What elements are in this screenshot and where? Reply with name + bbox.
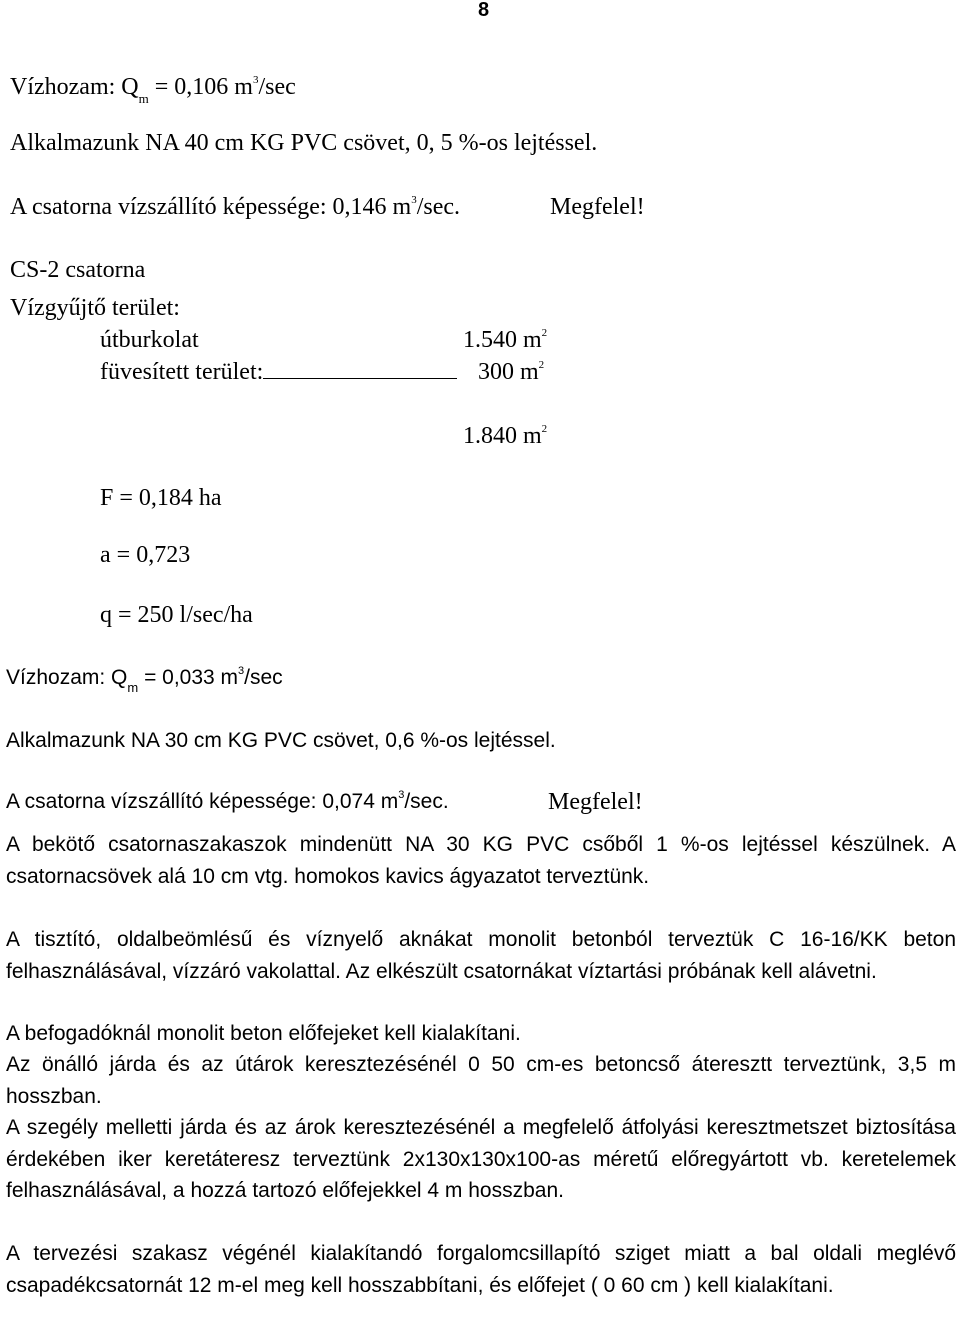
cs2-flow-unit: /sec xyxy=(244,666,283,689)
cs2-row-label-text: füvesített terület: xyxy=(100,359,264,385)
cs2-pipe-line: Alkalmazunk NA 30 cm KG PVC csövet, 0,6 %-os lejtéssel. xyxy=(6,729,556,752)
cs2-row-label xyxy=(100,357,457,387)
cs2-capacity-text: A csatorna vízszállító képessége: 0,074 m xyxy=(6,790,399,813)
cs2-capacity-sup: 3 xyxy=(398,789,405,801)
cs2-total-sup: 2 xyxy=(541,423,548,435)
cs1-capacity-line xyxy=(10,192,460,222)
cs1-pipe-line: Alkalmazunk NA 40 cm KG PVC csövet, 0, 5 %-os lejtéssel. xyxy=(10,130,598,156)
cs2-flow-label: Vízhozam: Q xyxy=(6,666,128,689)
cs1-flow-unit: /sec xyxy=(258,74,296,100)
cs2-total-value: 1.840 m xyxy=(463,423,542,449)
page-number: 8 xyxy=(478,0,490,21)
cs2-row-value-sup: 2 xyxy=(541,327,548,339)
cs2-catchment-label: Vízgyűjtő terület: xyxy=(10,295,180,321)
cs2-flow-sup: 3 xyxy=(238,665,245,677)
sum-underline xyxy=(263,358,457,379)
cs2-total xyxy=(463,421,547,451)
cs2-flow-value: = 0,033 m xyxy=(138,666,239,689)
cs2-capacity-line xyxy=(6,787,449,817)
cs1-flow-line xyxy=(10,72,296,106)
cs1-capacity-unit: /sec. xyxy=(416,194,461,220)
cs2-flow-line xyxy=(6,663,283,696)
cs1-flow-sub: m xyxy=(138,90,149,106)
cs1-flow-value: = 0,106 m xyxy=(148,74,253,100)
cs2-row-value-text: 300 m xyxy=(478,359,539,385)
cs2-a-value: a = 0,723 xyxy=(100,542,191,568)
cs2-capacity-unit: /sec. xyxy=(404,790,449,813)
cs1-capacity-text: A csatorna vízszállító képessége: 0,146 m xyxy=(10,194,412,220)
cs2-capacity-verdict: Megfelel! xyxy=(548,789,643,815)
cs2-row-value xyxy=(463,325,547,355)
cs2-row-value-text: 1.540 m xyxy=(463,327,542,353)
paragraph-connection-pipes: A bekötő csatornaszakaszok mindenütt NA 30 KG PVC csőből 1 %-os lejtéssel készülnek. A csatornacsövek alá 10 cm vtg. homokos kavics ágyazatot terveztünk. xyxy=(6,833,956,888)
cs2-q-value: q = 250 l/sec/ha xyxy=(100,602,253,628)
cs2-row-value-sup: 2 xyxy=(538,359,545,371)
cs1-capacity-verdict: Megfelel! xyxy=(550,194,645,220)
paragraph-culvert: Az önálló járda és az útárok keresztezésénél 0 50 cm-es betoncső áteresztt terveztünk, 3,5 m hosszban. xyxy=(6,1053,956,1108)
paragraph-headwalls: A befogadóknál monolit beton előfejeket kell kialakítani. xyxy=(6,1022,521,1045)
paragraph-box-culvert: A szegély melletti járda és az árok keresztezésénél a megfelelő átfolyási keresztmetszet biztosítása érdekében iker keretáteresz terveztünk 2x130x130x100-as méretű előregyártott vb. keretelemek felhasználásával, a hozzá tartozó előfejekkel 4 m hosszban. xyxy=(6,1116,956,1202)
paragraph-manholes: A tisztító, oldalbeömlésű és víznyelő aknákat monolit betonból terveztük C 16-16/KK beton felhasználásával, vízzáró vakolattal. Az elkészült csatornákat víztartási próbának kell alávetni. xyxy=(6,928,956,983)
cs1-capacity-sup: 3 xyxy=(411,194,417,206)
cs1-flow-label: Vízhozam: Q xyxy=(10,74,139,100)
cs2-row-label: útburkolat xyxy=(100,327,199,353)
cs2-f-value: F = 0,184 ha xyxy=(100,485,222,511)
cs1-flow-sup: 3 xyxy=(252,74,259,86)
paragraph-extension: A tervezési szakasz végénél kialakítandó forgalomcsillapító sziget miatt a bal oldali meglévő csapadékcsatornát 12 m-el meg kell hosszabbítani, és előfejet ( 0 60 cm ) kell kialakítani. xyxy=(6,1242,956,1297)
cs2-flow-sub: m xyxy=(127,680,139,696)
cs2-row-value xyxy=(478,357,544,387)
cs2-title: CS-2 csatorna xyxy=(10,257,146,283)
